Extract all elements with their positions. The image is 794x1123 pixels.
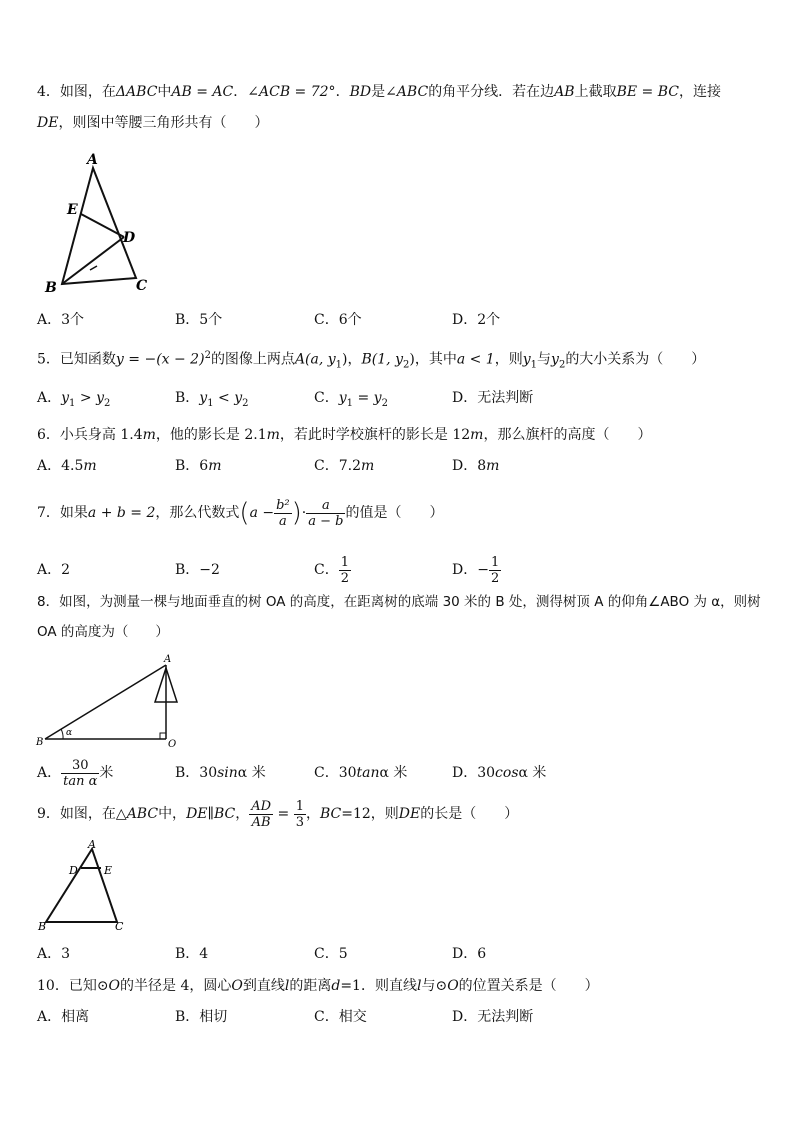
q4-option-a[interactable]: A．3个 [37,312,85,328]
q4-label-d: D [123,230,136,246]
q9-option-a[interactable]: A．3 [37,946,71,962]
q4-segment-bd [62,237,124,284]
q5-option-a[interactable]: A．$y_1 > y_2$ [37,390,111,409]
q8-label-a: A [164,654,172,665]
q9-option-d[interactable]: D．6 [452,946,487,962]
q9-option-c[interactable]: C．5 [314,946,348,962]
q8-angle-arc [61,729,63,739]
q5-option-c[interactable]: C．$y_1 = y_2$ [314,390,388,409]
q4-label-c: C [136,278,148,294]
q4-option-b[interactable]: B．5个 [175,312,223,328]
q6-options [37,456,757,476]
q4-label-a: A [87,152,98,168]
q5-option-b[interactable]: B．$y_1 < y_2$ [175,390,249,409]
q8-sightline-ba [45,665,166,739]
q4-options [37,310,757,330]
q4-option-c[interactable]: C．6个 [314,312,362,328]
q8-option-d[interactable]: D．30cosα 米 [452,765,547,781]
q9-number: 9．如图，在△ [37,806,127,822]
q4-stem-line1: 4．如图，在ΔABC中AB = AC．∠ACB = 72°．BD是∠ABC的角平分线．若在边AB上截取BE = BC，连接 [37,84,721,100]
q6-option-a[interactable]: A．4.5m [37,458,97,474]
q6-stem: 6．小兵身高 1.4m，他的影长是 2.1m，若此时学校旗杆的影长是 12m，那么旗杆的高度（ ） [37,427,652,443]
q6-number: 6．小兵身高 1.4 [37,427,143,443]
q4-stem-line2: DE，则图中等腰三角形共有（ ） [37,115,269,131]
q7-stem: 7．如果a + b = 2，那么代数式(a − $\frac{\text{b²}}{a}$ )· $\frac{a}{a - b}$ 的值是（ ） [37,497,444,529]
q8-figure [35,650,185,748]
q7-option-d[interactable]: D．− $\frac{1}{2}$ [452,554,500,586]
q8-label-o: O [168,739,177,750]
q7-options [37,554,757,586]
q4-number: 4．如图，在 [37,84,116,100]
q8-options [37,755,757,791]
q5-option-d[interactable]: D．无法判断 [452,390,534,406]
q10-option-b[interactable]: B．相切 [175,1009,228,1025]
q9-label-b: B [38,920,47,933]
q9-stem: 9．如图，在△ABC中，DE∥BC， $\frac{AD}{AB}$ = $\frac{1}{3}$ ，BC=12，则DE的长是（ ） [37,798,519,830]
q9-option-b[interactable]: B．4 [175,946,209,962]
q4-label-e: E [67,202,78,218]
q8-label-alpha: α [66,728,73,738]
q10-option-a[interactable]: A．相离 [37,1009,90,1025]
q9-fraction-ad-ab: $\frac{AD}{AB}$ [251,798,272,830]
q5-stem: 5．已知函数$y = -(x - 2)^2$的图像上两点A(a, $y_1$)，B(1, $y_2$)，其中a < 1，则$y_1$与$y_2$的大小关系为（ ） [37,350,706,371]
q7-number: 7．如果 [37,505,88,521]
q9-label-a: A [88,838,96,851]
q8-right-angle-mark [160,733,166,739]
q4-triangle-abc [62,168,136,284]
q4-option-d[interactable]: D．2个 [452,312,501,328]
q6-option-b[interactable]: B．6m [175,458,222,474]
q8-stem-line1: 8．如图，为测量一棵与地面垂直的树 OA 的高度，在距离树的底端 30 米的 B 处，测得树顶 A 的仰角∠ABO 为 α，则树 [37,594,761,610]
q7-fraction-a-over-a-minus-b: $\frac{a}{a - b}$ [308,497,344,529]
q7-option-c[interactable]: C． $\frac{1}{2}$ [314,554,349,586]
q10-option-d[interactable]: D．无法判断 [452,1009,534,1025]
q4-label-b: B [45,280,57,296]
q7-fraction-b2-over-a: $\frac{\text{b²}}{a}$ [276,497,290,529]
q4-segment-de [81,214,124,237]
q10-stem: 10．已知⊙O的半径是 4，圆心O到直线l的距离d=1．则直线l与⊙O的位置关系是（ ） [37,978,599,994]
q9-triangle-abc [46,849,117,922]
q8-option-b[interactable]: B．30sinα 米 [175,765,266,781]
q9-label-d: D [69,864,78,877]
q10-option-c[interactable]: C．相交 [314,1009,367,1025]
q8-label-b: B [36,737,44,748]
q8-stem-line2: OA 的高度为（ ） [37,624,169,640]
q10-options [37,1007,757,1027]
q8-option-c[interactable]: C．30tanα 米 [314,765,408,781]
q9-fraction-one-third: $\frac{1}{3}$ [295,798,304,830]
q10-number: 10．已知⊙ [37,978,109,994]
q6-option-c[interactable]: C．7.2m [314,458,375,474]
q4-tick-mark [90,266,97,270]
q6-option-d[interactable]: D．8m [452,458,500,474]
q9-label-e: E [104,864,113,877]
q5-options [37,388,757,408]
q7-option-a[interactable]: A．2 [37,562,71,578]
q4-figure [42,150,152,302]
q7-option-b[interactable]: B．−2 [175,562,220,578]
q9-options [37,944,757,964]
q8-option-a[interactable]: A． $\frac{30}{\text{tan α}}$ 米 [37,757,114,789]
q9-figure [35,838,135,934]
q9-label-c: C [115,920,124,933]
q5-number: 5．已知函数 [37,351,116,368]
